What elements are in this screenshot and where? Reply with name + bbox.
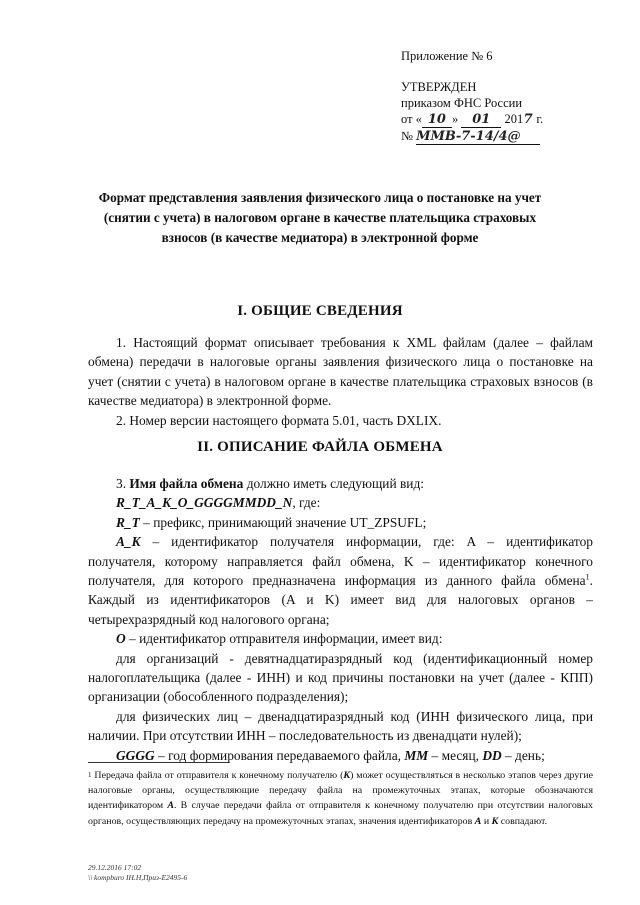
footnote-ref: 1 [585, 572, 590, 582]
file-name-term: Имя файла обмена [129, 476, 244, 491]
approved-label: УТВЕРЖДЕН [401, 80, 477, 94]
stamp-path: \\ kompburo IH.H,Приз-Е2495-6 [88, 872, 188, 882]
pattern-tail: , где: [292, 495, 321, 511]
o-text: – идентификатор отправителя информации, имеет вид: [125, 631, 443, 647]
gggg-text: – год формирования передаваемого файла, [154, 747, 405, 763]
footnote-text-a: Передача файла от отправителя к конечному получателю ( [91, 770, 344, 781]
order-number-handwritten: ММВ-7-14/4@ [416, 130, 540, 145]
paragraph-1: 1. Настоящий формат описывает требования к XML файлам (далее – файлам обмена) передачи в налоговые органы заявления физического лица о постановке на учет (снятии с учета) в налоговом органе в качестве плательщика страховых взносов (в качестве медиатора) в электронной форме. [88, 335, 593, 409]
rt-text: – префикс, принимающий значение UT_ZPSUFL; [139, 514, 427, 530]
ak-code: A_K [116, 534, 141, 550]
document-title: Формат представления заявления физического лица о постановке на учет (снятии с учета) в налоговом органе в качестве плательщика страховых взносов (в качестве медиатора) в электронной форме [98, 190, 542, 245]
ak-text: – идентификатор получателя информации, где: A – идентификатор получателя, которому направляется файл обмена, K – идентификатор конечного получателя, для которого предназначена информация из данного файла обмена [88, 534, 593, 589]
ak-text-continued: . Каждый из идентификаторов (A и K) имеет вид для налоговых органов – четырехразрядный код налогового органа; [88, 573, 593, 627]
mm-text: – месяц, [428, 747, 483, 763]
section-1-body [88, 333, 593, 430]
footnote-a1: А [167, 800, 174, 812]
date-year-handwritten: 7 [523, 112, 533, 127]
section-2-heading: II. ОПИСАНИЕ ФАЙЛА ОБМЕНА [197, 439, 443, 455]
org-definition: для организаций - девятнадцатиразрядный код (идентификационный номер налогоплательщика (далее - ИНН) и код причины постановки на учет (далее - КПП) организации (обособленного подразделения); [88, 650, 593, 705]
footnote-a2: А [474, 815, 482, 827]
footnote-text-d: и [481, 815, 492, 827]
footnote-text-e: совпадают. [498, 815, 548, 827]
dd-code: DD [482, 747, 502, 763]
stamp-timestamp: 29.12.2016 17:02 [88, 863, 142, 872]
footnote-text-b: ) может осуществляться в несколько этапов через другие налоговые органы, осуществляющие передачу файла на промежуточных этапах, которые обозначаются идентификатором [88, 770, 594, 812]
order-line: приказом ФНС России [401, 96, 523, 110]
date-day-handwritten: 10 [422, 113, 452, 128]
o-definition [88, 629, 593, 648]
dd-text: – день; [501, 747, 545, 763]
footnote-k1: К [343, 770, 351, 781]
footnote-mark: 1 [88, 771, 92, 779]
paragraph-2: 2. Номер версии настоящего формата 5.01, часть DXLIX. [116, 412, 442, 428]
footnote-k2: К [491, 815, 499, 827]
section-2-body [88, 474, 593, 765]
number-prefix: № [401, 129, 417, 143]
gggg-code: GGGG [116, 747, 155, 763]
order-number [401, 128, 601, 145]
rt-definition [88, 513, 593, 532]
date-year-prefix: 201 [504, 112, 524, 126]
footnote-text-c: . В случае передачи файла от отправителя к конечному получателю при отсутствии налоговых органов, осуществляющих передачу на промежуточных этапах, значения идентификаторов [88, 800, 593, 827]
mm-code: MM [404, 747, 429, 763]
date-prefix: от « [401, 112, 422, 126]
order-date [401, 111, 601, 128]
individual-definition: для физических лиц – двенадцатиразрядный код (ИНН физического лица, при наличии. При отсутствии ИНН – последовательность из двенадцати нулей); [88, 708, 593, 744]
print-stamp [88, 863, 187, 882]
date-mid: » [451, 112, 459, 126]
date-tail: г. [533, 112, 544, 126]
o-code: O [116, 631, 126, 647]
file-name-pattern-line [88, 493, 593, 512]
paragraph-3 [88, 474, 593, 493]
section-1-heading: I. ОБЩИЕ СВЕДЕНИЯ [237, 303, 403, 319]
footnote-1 [88, 768, 593, 829]
annex-number: Приложение № 6 [401, 49, 493, 63]
footnote-divider [88, 762, 228, 763]
file-name-pattern: R_T_A_K_O_GGGGMMDD_N [116, 495, 293, 511]
ak-definition [88, 532, 593, 629]
paragraph-3-text: должно иметь следующий вид: [243, 476, 424, 491]
date-month-handwritten: 01 [461, 113, 501, 128]
approval-block [401, 48, 601, 145]
rt-code: R_T [116, 514, 140, 530]
paragraph-3-number: 3. [116, 476, 130, 491]
